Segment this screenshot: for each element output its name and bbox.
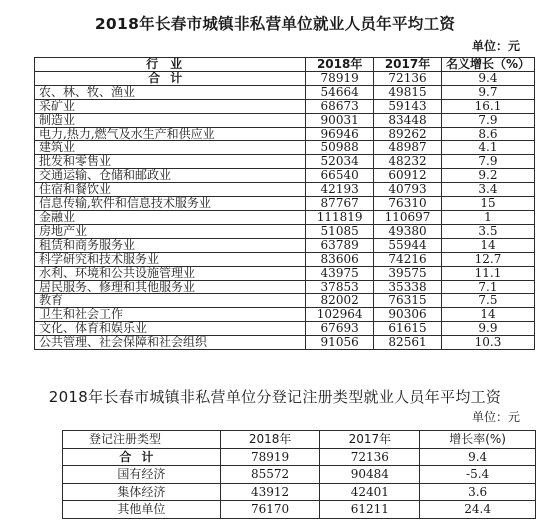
row-label: 合计 [63,448,221,466]
table-row [35,266,535,280]
value-2017: 49380 [374,224,442,238]
value-2017: 55944 [374,238,442,252]
row-label: 农、林、牧、渔业 [35,85,306,99]
growth-value: 15 [441,197,534,211]
value-2018: 43912 [220,483,320,501]
value-2017: 61615 [374,322,442,336]
growth-value: 4.1 [441,141,534,155]
row-label: 住宿和餐饮业 [35,183,306,197]
row-label: 建筑业 [35,141,306,155]
table-row [63,466,536,484]
table-row [35,336,535,350]
table-row [35,210,535,224]
value-2018: 102964 [306,308,374,322]
value-2017: 61211 [320,501,420,519]
growth-value: 7.1 [441,280,534,294]
industry-wage-table [34,57,535,350]
table2-unit-label: 单位：元 [471,410,520,424]
value-2018: 66540 [306,169,374,183]
value-2018: 111819 [306,210,374,224]
value-2017: 42401 [320,483,420,501]
value-2018: 37853 [306,280,374,294]
table1-header-row [35,58,535,72]
column-header-2018: 2018年 [306,58,374,72]
column-header-registration-type: 登记注册类型 [63,431,221,449]
table-row [35,99,535,113]
table2-header-row [63,431,536,449]
growth-value: 14 [441,238,534,252]
value-2017: 82561 [374,336,442,350]
value-2017: 48987 [374,141,442,155]
value-2017: 60912 [374,169,442,183]
value-2018: 67693 [306,322,374,336]
growth-value: 14 [441,308,534,322]
value-2018: 43975 [306,266,374,280]
value-2017: 40793 [374,183,442,197]
value-2018: 76170 [220,501,320,519]
growth-value: 3.6 [420,483,536,501]
growth-value: 12.7 [441,252,534,266]
row-label: 制造业 [35,113,306,127]
value-2018: 83606 [306,252,374,266]
row-label: 卫生和社会工作 [35,308,306,322]
column-header-2017: 2017年 [374,58,442,72]
row-label: 合计 [35,71,306,85]
growth-value: 9.4 [441,71,534,85]
value-2017: 39575 [374,266,442,280]
registration-type-wage-table [62,430,536,519]
value-2018: 78919 [306,71,374,85]
value-2017: 89262 [374,127,442,141]
row-label: 批发和零售业 [35,155,306,169]
growth-value: 1 [441,210,534,224]
table-row [35,294,535,308]
value-2018: 68673 [306,99,374,113]
row-label: 集体经济 [63,483,221,501]
growth-value: 11.1 [441,266,534,280]
value-2018: 54664 [306,85,374,99]
value-2017: 76310 [374,197,442,211]
table-row [63,448,536,466]
column-header-2018: 2018年 [220,431,320,449]
value-2018: 51085 [306,224,374,238]
value-2018: 90031 [306,113,374,127]
value-2017: 83448 [374,113,442,127]
value-2018: 85572 [220,466,320,484]
column-header-industry: 行业 [35,58,306,72]
row-label: 租赁和商务服务业 [35,238,306,252]
table-row [35,280,535,294]
table-row [35,238,535,252]
value-2018: 52034 [306,155,374,169]
table-row [35,197,535,211]
growth-value: 3.4 [441,183,534,197]
value-2017: 72136 [320,448,420,466]
table-row [35,322,535,336]
growth-value: 16.1 [441,99,534,113]
table-row [35,252,535,266]
value-2017: 74216 [374,252,442,266]
column-header-growth-rate: 增长率(%) [420,431,536,449]
growth-value: -5.4 [420,466,536,484]
value-2018: 63789 [306,238,374,252]
row-label: 电力,热力,燃气及水生产和供应业 [35,127,306,141]
value-2017: 72136 [374,71,442,85]
table-row [63,483,536,501]
value-2018: 78919 [220,448,320,466]
value-2017: 48232 [374,155,442,169]
growth-value: 7.9 [441,113,534,127]
value-2018: 42193 [306,183,374,197]
table-row [35,308,535,322]
row-label: 房地产业 [35,224,306,238]
growth-value: 9.2 [441,169,534,183]
table1-unit-label: 单位：元 [471,39,520,53]
value-2018: 96946 [306,127,374,141]
growth-value: 9.9 [441,322,534,336]
table-row [35,141,535,155]
row-label: 信息传输,软件和信息技术服务业 [35,197,306,211]
table-row [63,501,536,519]
growth-value: 7.5 [441,294,534,308]
row-label: 水利、环境和公共设施管理业 [35,266,306,280]
growth-value: 10.3 [441,336,534,350]
value-2018: 50988 [306,141,374,155]
value-2017: 76315 [374,294,442,308]
row-label: 科学研究和技术服务业 [35,252,306,266]
value-2017: 35338 [374,280,442,294]
table-row [35,113,535,127]
value-2017: 90484 [320,466,420,484]
growth-value: 8.6 [441,127,534,141]
row-label: 居民服务、修理和其他服务业 [35,280,306,294]
growth-value: 7.9 [441,155,534,169]
value-2017: 49815 [374,85,442,99]
row-label: 其他单位 [63,501,221,519]
table-row [35,183,535,197]
table-row [35,169,535,183]
growth-value: 9.7 [441,85,534,99]
value-2017: 110697 [374,210,442,224]
table-row [35,71,535,85]
growth-value: 3.5 [441,224,534,238]
column-header-2017: 2017年 [320,431,420,449]
value-2018: 82002 [306,294,374,308]
value-2017: 90306 [374,308,442,322]
growth-value: 24.4 [420,501,536,519]
table-row [35,224,535,238]
table1-title: 2018年长春市城镇非私营单位就业人员年平均工资 [94,15,456,33]
row-label: 教育 [35,294,306,308]
value-2018: 91056 [306,336,374,350]
row-label: 国有经济 [63,466,221,484]
row-label: 金融业 [35,210,306,224]
column-header-growth: 名义增长（%） [441,58,534,72]
row-label: 文化、体育和娱乐业 [35,322,306,336]
row-label: 采矿业 [35,99,306,113]
table-row [35,155,535,169]
table2-title: 2018年长春市城镇非私营单位分登记注册类型就业人员年平均工资 [48,388,502,406]
row-label: 交通运输、仓储和邮政业 [35,169,306,183]
value-2018: 87767 [306,197,374,211]
table-row [35,127,535,141]
table-row [35,85,535,99]
row-label: 公共管理、社会保障和社会组织 [35,336,306,350]
value-2017: 59143 [374,99,442,113]
growth-value: 9.4 [420,448,536,466]
